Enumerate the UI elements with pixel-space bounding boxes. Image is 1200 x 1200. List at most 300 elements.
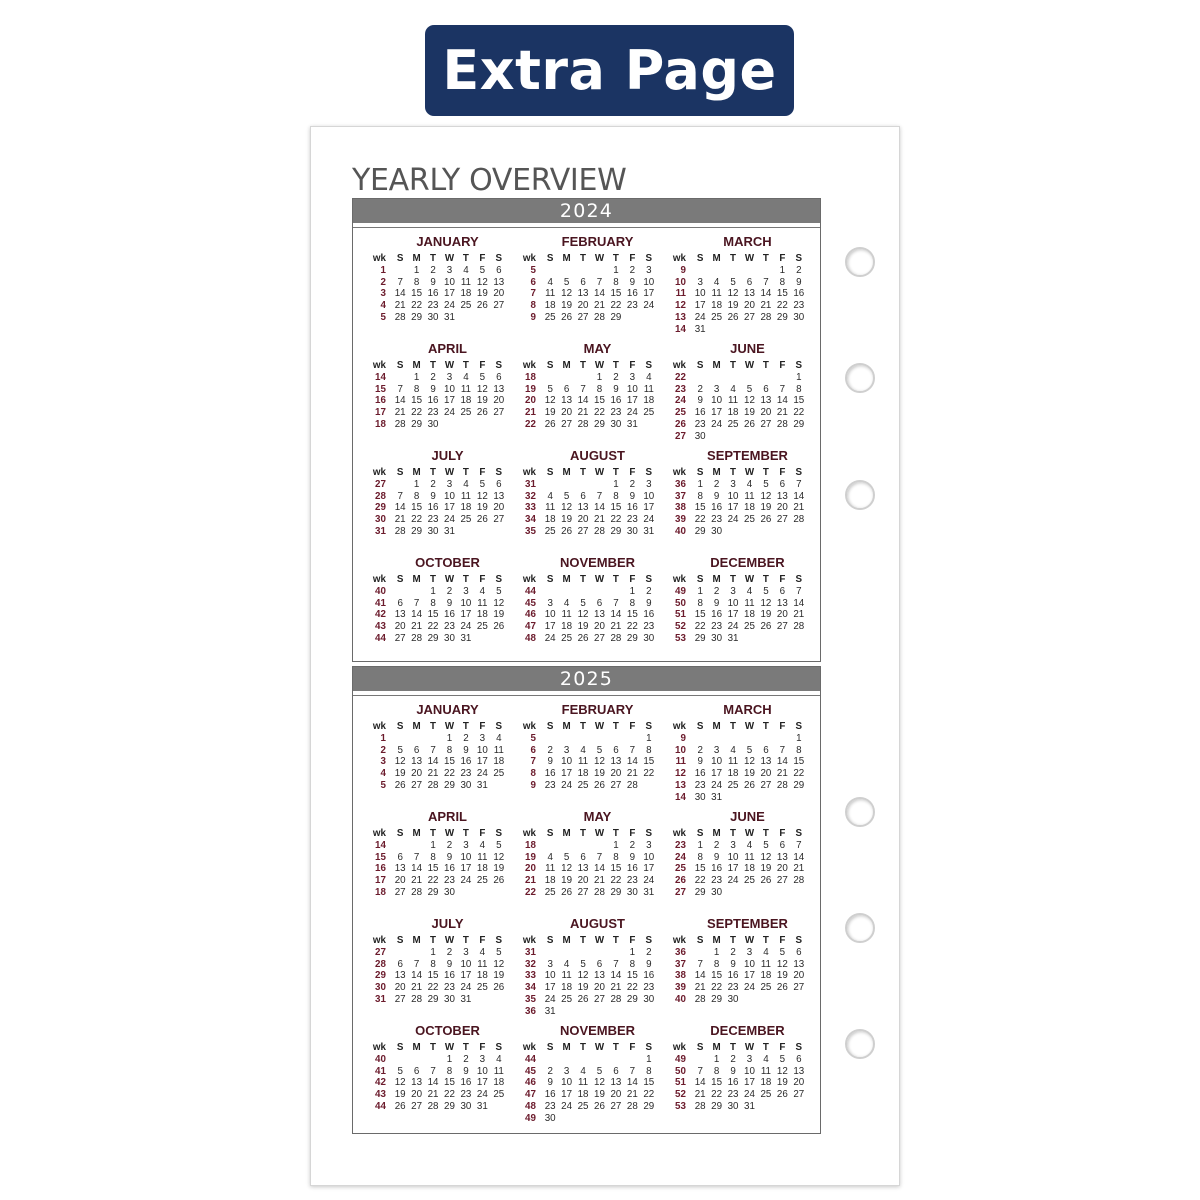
day-cell: 14	[760, 288, 772, 300]
week-number: 44	[375, 632, 386, 644]
week-number: 42	[375, 1077, 386, 1089]
day-cell: 25	[643, 407, 655, 419]
day-cell: 8	[629, 597, 636, 609]
day-cell: 19	[776, 970, 788, 982]
weekday-header	[522, 935, 657, 947]
day-cell: 9	[713, 851, 720, 863]
page-title: YEARLY OVERVIEW	[352, 163, 627, 198]
week-number: 27	[675, 430, 686, 442]
day-cell: 16	[626, 863, 638, 875]
month-name: JUNE	[730, 809, 765, 824]
weekday-label: T	[762, 360, 769, 371]
day-cell: 19	[744, 407, 755, 419]
day-cell: 8	[596, 383, 603, 395]
weekday-label: T	[730, 253, 737, 264]
day-cell: 9	[430, 383, 436, 395]
empty-cell	[774, 526, 790, 538]
week-row	[672, 792, 807, 804]
day-cell: 17	[744, 1077, 755, 1089]
week-number: 52	[675, 1089, 686, 1101]
day-cell: 27	[760, 779, 772, 791]
week-number: 50	[675, 597, 686, 609]
weekday-label: F	[779, 721, 786, 732]
week-number: 34	[525, 982, 536, 994]
day-cell: 16	[544, 1089, 556, 1101]
week-row	[522, 994, 657, 1006]
weekday-label: T	[762, 828, 769, 839]
day-cell: 3	[646, 264, 652, 276]
weekday-label: T	[462, 253, 469, 264]
day-cell: 5	[763, 839, 769, 851]
day-cell: 8	[613, 851, 619, 863]
day-cell: 13	[577, 288, 589, 300]
day-cell: 1	[446, 1053, 453, 1065]
day-cell: 6	[613, 1065, 619, 1077]
month-calendar	[372, 1024, 507, 1131]
day-cell: 14	[394, 288, 406, 300]
weekday-label: S	[645, 360, 653, 371]
day-cell: 6	[580, 276, 586, 288]
day-cell: 31	[694, 323, 706, 335]
day-cell: 2	[713, 585, 720, 597]
day-cell: 18	[711, 300, 723, 312]
day-cell: 17	[643, 288, 655, 300]
week-row	[672, 1089, 807, 1101]
weekday-label: T	[730, 935, 737, 946]
day-cell: 1	[413, 371, 420, 383]
day-cell: 15	[411, 288, 423, 300]
day-cell: 7	[596, 276, 603, 288]
day-cell: 16	[711, 502, 723, 514]
weekday-label: M	[562, 574, 571, 585]
empty-cell	[708, 733, 724, 745]
weekday-label: M	[412, 360, 421, 371]
day-cell: 9	[547, 1077, 553, 1089]
day-cell: 1	[713, 946, 720, 958]
week-row	[372, 959, 507, 971]
week-row	[522, 1089, 657, 1101]
year-label: 2024	[353, 199, 820, 227]
week-row	[522, 745, 657, 757]
day-cell: 13	[793, 958, 805, 970]
weekday-label: T	[430, 253, 437, 264]
week-row	[372, 994, 507, 1006]
day-cell: 28	[610, 632, 622, 644]
day-cell: 12	[760, 851, 772, 863]
weekday-header	[372, 828, 507, 840]
day-cell: 26	[594, 779, 605, 791]
day-cell: 16	[427, 395, 439, 407]
week-row	[672, 502, 807, 514]
day-cell: 19	[476, 502, 488, 514]
week-row	[372, 1054, 507, 1066]
week-row	[372, 733, 507, 745]
empty-cell	[591, 947, 607, 959]
week-number: 40	[375, 1053, 386, 1065]
empty-cell	[608, 733, 624, 745]
month-calendar	[522, 810, 657, 917]
weekday-label: F	[629, 721, 636, 732]
day-cell: 29	[626, 632, 638, 644]
week-number: 30	[375, 514, 386, 526]
weekday-label: M	[712, 1042, 721, 1053]
weekday-label: F	[629, 360, 636, 371]
weekday-label: M	[562, 828, 571, 839]
day-cell: 27	[594, 632, 605, 644]
day-cell: 22	[776, 300, 788, 312]
day-cell: 19	[577, 621, 589, 633]
empty-cell	[542, 947, 558, 959]
weekday-label: W	[444, 721, 455, 732]
day-cell: 18	[577, 768, 589, 780]
day-cell: 15	[694, 609, 706, 621]
day-cell: 26	[476, 300, 488, 312]
day-cell: 1	[413, 478, 420, 490]
day-cell: 5	[563, 276, 570, 288]
weekday-label: W	[744, 467, 755, 478]
day-cell: 19	[760, 863, 772, 875]
day-cell: 4	[763, 946, 769, 958]
empty-cell	[758, 526, 774, 538]
weekday-label: S	[795, 1042, 803, 1053]
day-cell: 6	[580, 490, 586, 502]
weekday-label: T	[580, 253, 587, 264]
week-number: 30	[375, 982, 386, 994]
day-cell: 10	[744, 958, 755, 970]
day-cell: 13	[394, 970, 406, 982]
empty-cell	[758, 324, 774, 336]
day-cell: 3	[463, 839, 469, 851]
day-cell: 10	[744, 1065, 755, 1077]
day-cell: 8	[796, 383, 802, 395]
day-cell: 3	[713, 383, 720, 395]
day-cell: 21	[626, 768, 638, 780]
week-row	[522, 947, 657, 959]
day-cell: 2	[697, 383, 703, 395]
day-cell: 10	[643, 276, 655, 288]
weekday-label: S	[546, 253, 554, 264]
day-cell: 9	[613, 383, 619, 395]
day-cell: 24	[460, 875, 472, 887]
day-cell: 21	[411, 621, 423, 633]
weekday-label: S	[696, 467, 704, 478]
week-number: 8	[530, 768, 536, 780]
week-number: 45	[525, 1065, 536, 1077]
weekday-label: S	[495, 253, 503, 264]
week-number: 14	[675, 791, 686, 803]
empty-cell	[392, 840, 408, 852]
empty-cell	[624, 1113, 640, 1125]
week-number: 9	[530, 311, 536, 323]
weekday-header	[372, 935, 507, 947]
week-number: 41	[375, 597, 386, 609]
day-cell: 9	[446, 597, 453, 609]
day-cell: 21	[577, 407, 589, 419]
empty-cell	[458, 887, 474, 899]
day-cell: 12	[561, 863, 573, 875]
empty-cell	[591, 586, 607, 598]
day-cell: 15	[793, 395, 805, 407]
week-number: 11	[675, 756, 686, 768]
day-cell: 25	[577, 779, 589, 791]
day-cell: 4	[730, 744, 736, 756]
week-number: 36	[525, 1005, 536, 1017]
day-cell: 19	[727, 300, 739, 312]
day-cell: 9	[796, 276, 802, 288]
day-cell: 24	[711, 779, 723, 791]
day-cell: 6	[779, 839, 786, 851]
empty-cell	[392, 1054, 408, 1066]
month-name: MAY	[583, 809, 612, 824]
day-cell: 5	[547, 383, 553, 395]
week-row	[372, 970, 507, 982]
day-cell: 29	[626, 993, 638, 1005]
day-cell: 13	[394, 609, 406, 621]
day-cell: 22	[626, 621, 638, 633]
day-cell: 9	[446, 851, 453, 863]
weekday-label: W	[444, 360, 455, 371]
day-cell: 8	[446, 744, 453, 756]
day-cell: 11	[744, 490, 755, 502]
week-column-label: wk	[672, 253, 686, 264]
week-column-label: wk	[522, 360, 536, 371]
empty-cell	[758, 1101, 774, 1113]
day-cell: 4	[547, 490, 553, 502]
week-row	[672, 609, 807, 621]
day-cell: 25	[760, 1089, 772, 1101]
day-cell: 30	[427, 311, 439, 323]
day-cell: 10	[561, 756, 573, 768]
day-cell: 3	[646, 839, 652, 851]
day-cell: 5	[563, 851, 570, 863]
empty-cell	[408, 1054, 424, 1066]
day-cell: 27	[561, 418, 573, 430]
empty-cell	[725, 733, 741, 745]
day-cell: 27	[594, 993, 605, 1005]
day-cell: 3	[746, 1053, 753, 1065]
empty-cell	[741, 733, 757, 745]
week-number: 18	[375, 418, 386, 430]
weekday-label: T	[430, 935, 437, 946]
day-cell: 31	[444, 311, 455, 323]
month-calendar	[372, 449, 507, 556]
weekday-label: W	[744, 360, 755, 371]
day-cell: 13	[793, 1065, 805, 1077]
empty-cell	[708, 324, 724, 336]
week-number: 1	[380, 732, 386, 744]
week-row	[672, 431, 807, 443]
week-number: 53	[675, 632, 686, 644]
day-cell: 22	[610, 300, 622, 312]
day-cell: 21	[411, 875, 423, 887]
week-row	[372, 372, 507, 384]
weekday-label: T	[580, 721, 587, 732]
day-cell: 6	[496, 264, 502, 276]
day-cell: 28	[694, 993, 706, 1005]
day-cell: 27	[493, 407, 505, 419]
day-cell: 5	[479, 264, 486, 276]
weekday-label: T	[462, 828, 469, 839]
day-cell: 20	[610, 1089, 622, 1101]
week-row	[672, 733, 807, 745]
day-cell: 20	[561, 407, 573, 419]
empty-cell	[392, 733, 408, 745]
weekday-label: T	[462, 467, 469, 478]
day-cell: 6	[496, 371, 502, 383]
day-cell: 24	[561, 1100, 573, 1112]
day-cell: 23	[544, 1100, 556, 1112]
day-cell: 27	[610, 1100, 622, 1112]
day-cell: 3	[463, 946, 469, 958]
day-cell: 5	[563, 490, 570, 502]
weekday-label: W	[444, 574, 455, 585]
week-row	[522, 733, 657, 745]
day-cell: 19	[776, 1077, 788, 1089]
day-cell: 28	[411, 886, 423, 898]
day-cell: 28	[394, 525, 406, 537]
weekday-label: M	[412, 828, 421, 839]
weekday-label: S	[795, 828, 803, 839]
day-cell: 25	[493, 768, 505, 780]
day-cell: 27	[411, 779, 423, 791]
week-row	[522, 1077, 657, 1089]
day-cell: 30	[460, 1100, 472, 1112]
day-cell: 28	[776, 779, 788, 791]
empty-cell	[591, 265, 607, 277]
week-number: 50	[675, 1065, 686, 1077]
day-cell: 29	[610, 886, 622, 898]
month-calendar	[522, 1024, 657, 1131]
day-cell: 11	[577, 1077, 589, 1089]
day-cell: 13	[493, 383, 505, 395]
weekday-label: S	[795, 935, 803, 946]
month-name: MARCH	[723, 234, 772, 249]
day-cell: 29	[694, 632, 706, 644]
day-cell: 27	[394, 993, 406, 1005]
week-row	[372, 384, 507, 396]
month-name: DECEMBER	[710, 1023, 785, 1038]
weekday-label: F	[629, 935, 636, 946]
day-cell: 22	[793, 768, 805, 780]
day-cell: 6	[596, 958, 603, 970]
day-cell: 30	[610, 418, 622, 430]
day-cell: 10	[711, 395, 723, 407]
empty-cell	[542, 840, 558, 852]
week-number: 15	[375, 383, 386, 395]
day-cell: 24	[544, 632, 556, 644]
week-row	[372, 621, 507, 633]
day-cell: 16	[643, 970, 655, 982]
week-row	[672, 970, 807, 982]
day-cell: 30	[444, 632, 455, 644]
weekday-label: S	[795, 360, 803, 371]
month-name: AUGUST	[570, 448, 625, 463]
day-cell: 16	[444, 970, 455, 982]
day-cell: 19	[744, 768, 755, 780]
day-cell: 19	[476, 288, 488, 300]
weekday-label: W	[594, 721, 605, 732]
week-column-label: wk	[372, 360, 386, 371]
day-cell: 6	[563, 383, 570, 395]
day-cell: 12	[476, 383, 488, 395]
day-cell: 17	[643, 863, 655, 875]
week-number: 28	[375, 490, 386, 502]
day-cell: 8	[697, 597, 703, 609]
day-cell: 28	[626, 1100, 638, 1112]
weekday-label: S	[696, 253, 704, 264]
weekday-label: T	[462, 721, 469, 732]
week-row	[372, 982, 507, 994]
day-cell: 26	[744, 418, 755, 430]
day-cell: 3	[730, 585, 736, 597]
day-cell: 26	[476, 407, 488, 419]
week-row	[372, 479, 507, 491]
week-column-label: wk	[672, 1042, 686, 1053]
week-row	[372, 1077, 507, 1089]
weekday-label: S	[696, 721, 704, 732]
week-number: 4	[380, 300, 386, 312]
day-cell: 27	[744, 311, 755, 323]
day-cell: 24	[727, 875, 739, 887]
week-row	[672, 1101, 807, 1113]
day-cell: 11	[477, 851, 488, 863]
day-cell: 7	[397, 383, 403, 395]
day-cell: 19	[760, 609, 772, 621]
day-cell: 16	[427, 288, 439, 300]
week-number: 38	[675, 970, 686, 982]
day-cell: 24	[460, 982, 472, 994]
weekday-label: T	[612, 1042, 619, 1053]
empty-cell	[791, 324, 807, 336]
day-cell: 26	[744, 779, 755, 791]
day-cell: 22	[694, 621, 706, 633]
week-number: 44	[525, 585, 536, 597]
day-cell: 18	[476, 863, 488, 875]
month-calendar	[372, 342, 507, 449]
day-cell: 23	[460, 1089, 472, 1101]
day-cell: 20	[610, 768, 622, 780]
week-row	[522, 395, 657, 407]
week-row	[672, 419, 807, 431]
week-row	[522, 863, 657, 875]
day-cell: 9	[547, 756, 553, 768]
day-cell: 17	[544, 982, 556, 994]
day-cell: 18	[727, 768, 739, 780]
weekday-label: T	[462, 574, 469, 585]
day-cell: 19	[561, 875, 573, 887]
day-cell: 29	[427, 886, 439, 898]
day-cell: 23	[711, 875, 723, 887]
week-row	[522, 514, 657, 526]
weekday-label: W	[594, 574, 605, 585]
weekday-label: W	[444, 935, 455, 946]
weekday-label: W	[594, 1042, 605, 1053]
empty-cell	[425, 733, 441, 745]
day-cell: 11	[493, 1065, 504, 1077]
day-cell: 1	[779, 264, 786, 276]
empty-cell	[741, 324, 757, 336]
day-cell: 11	[577, 756, 589, 768]
day-cell: 4	[580, 1065, 586, 1077]
weekday-label: S	[645, 253, 653, 264]
day-cell: 5	[479, 478, 486, 490]
weekday-label: T	[430, 360, 437, 371]
weekday-label: S	[495, 721, 503, 732]
weekday-label: M	[412, 935, 421, 946]
day-cell: 21	[427, 1089, 439, 1101]
day-cell: 25	[744, 621, 755, 633]
weekday-label: W	[444, 828, 455, 839]
